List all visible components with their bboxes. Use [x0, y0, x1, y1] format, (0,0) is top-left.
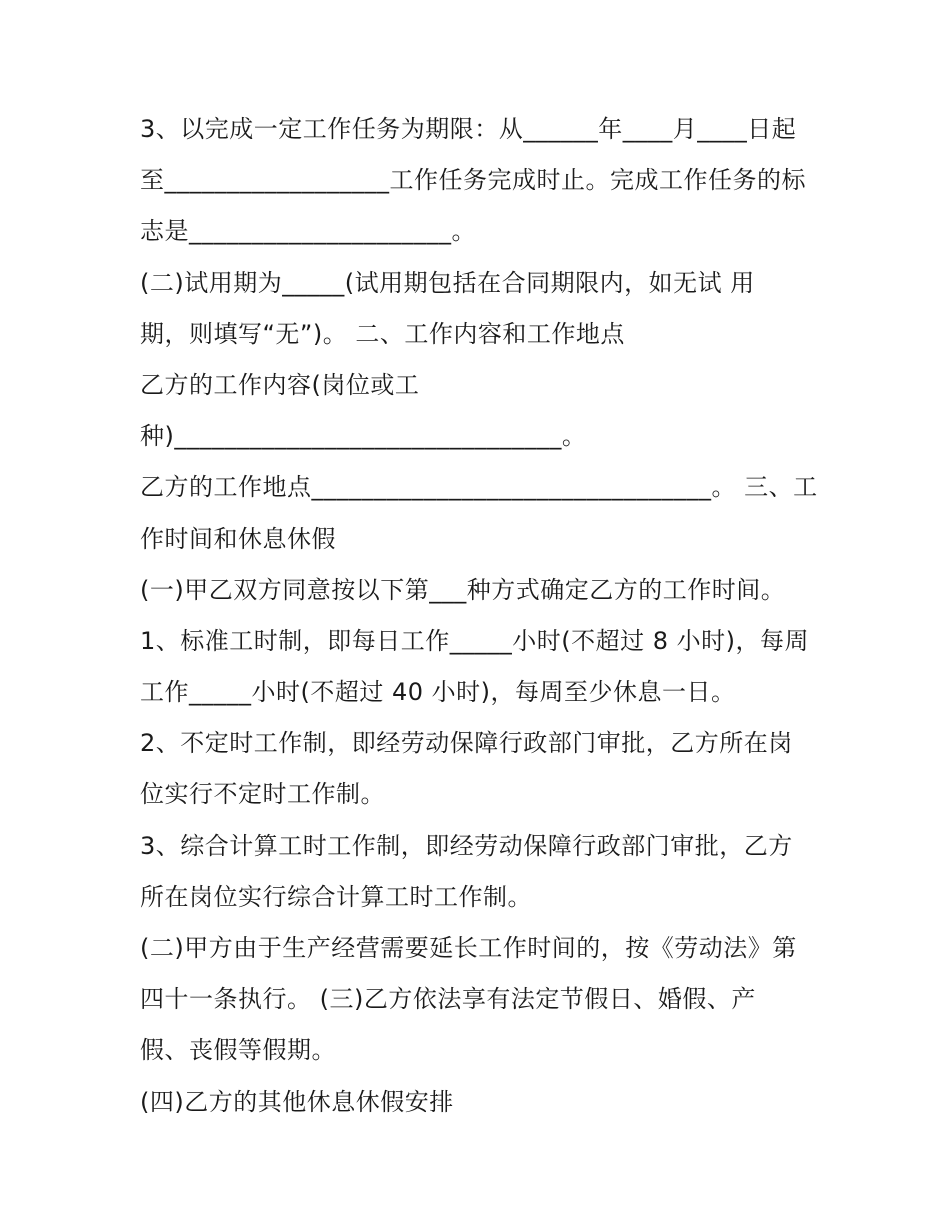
text-line: (二)试用期为_____(试用期包括在合同期限内，如无试 用 [140, 268, 755, 297]
text-line: 所在岗位实行综合计算工时工作制。 [140, 882, 532, 911]
text-line: 作时间和休息休假 [140, 524, 336, 553]
text-line: (一)甲乙双方同意按以下第___种方式确定乙方的工作时间。 [140, 575, 786, 604]
text-line: 3、综合计算工时工作制，即经劳动保障行政部门审批，乙方 [140, 831, 793, 860]
text-line: 四十一条执行。 (三)乙方依法享有法定节假日、婚假、产 [140, 985, 756, 1014]
text-line: 1、标准工时制，即每日工作_____小时(不超过 8 小时)，每周 [140, 626, 810, 655]
text-line: 乙方的工作内容(岗位或工 [140, 370, 420, 399]
document-body [140, 104, 820, 1128]
text-line: 2、不定时工作制，即经劳动保障行政部门审批，乙方所在岗 [140, 729, 793, 758]
text-line: 种)_______________________________。 [140, 422, 587, 451]
text-line: 乙方的工作地点________________________________。 三、工 [140, 473, 818, 502]
text-line: 志是_____________________。 [140, 217, 476, 246]
text-line: 期，则填写“无”)。 二、工作内容和工作地点 [140, 319, 625, 348]
text-line: 假、丧假等假期。 [140, 1036, 336, 1065]
text-line: (四)乙方的其他休息休假安排 [140, 1087, 454, 1116]
text-line: 位实行不定时工作制。 [140, 780, 385, 809]
text-line: 至__________________工作任务完成时止。完成工作任务的标 [140, 166, 806, 195]
text-line: 工作_____小时(不超过 40 小时)，每周至少休息一日。 [140, 678, 736, 707]
text-line: (二)甲方由于生产经营需要延长工作时间的，按《劳动法》第 [140, 934, 797, 962]
text-line: 3、以完成一定工作任务为期限：从______年____月____日起 [140, 115, 797, 143]
